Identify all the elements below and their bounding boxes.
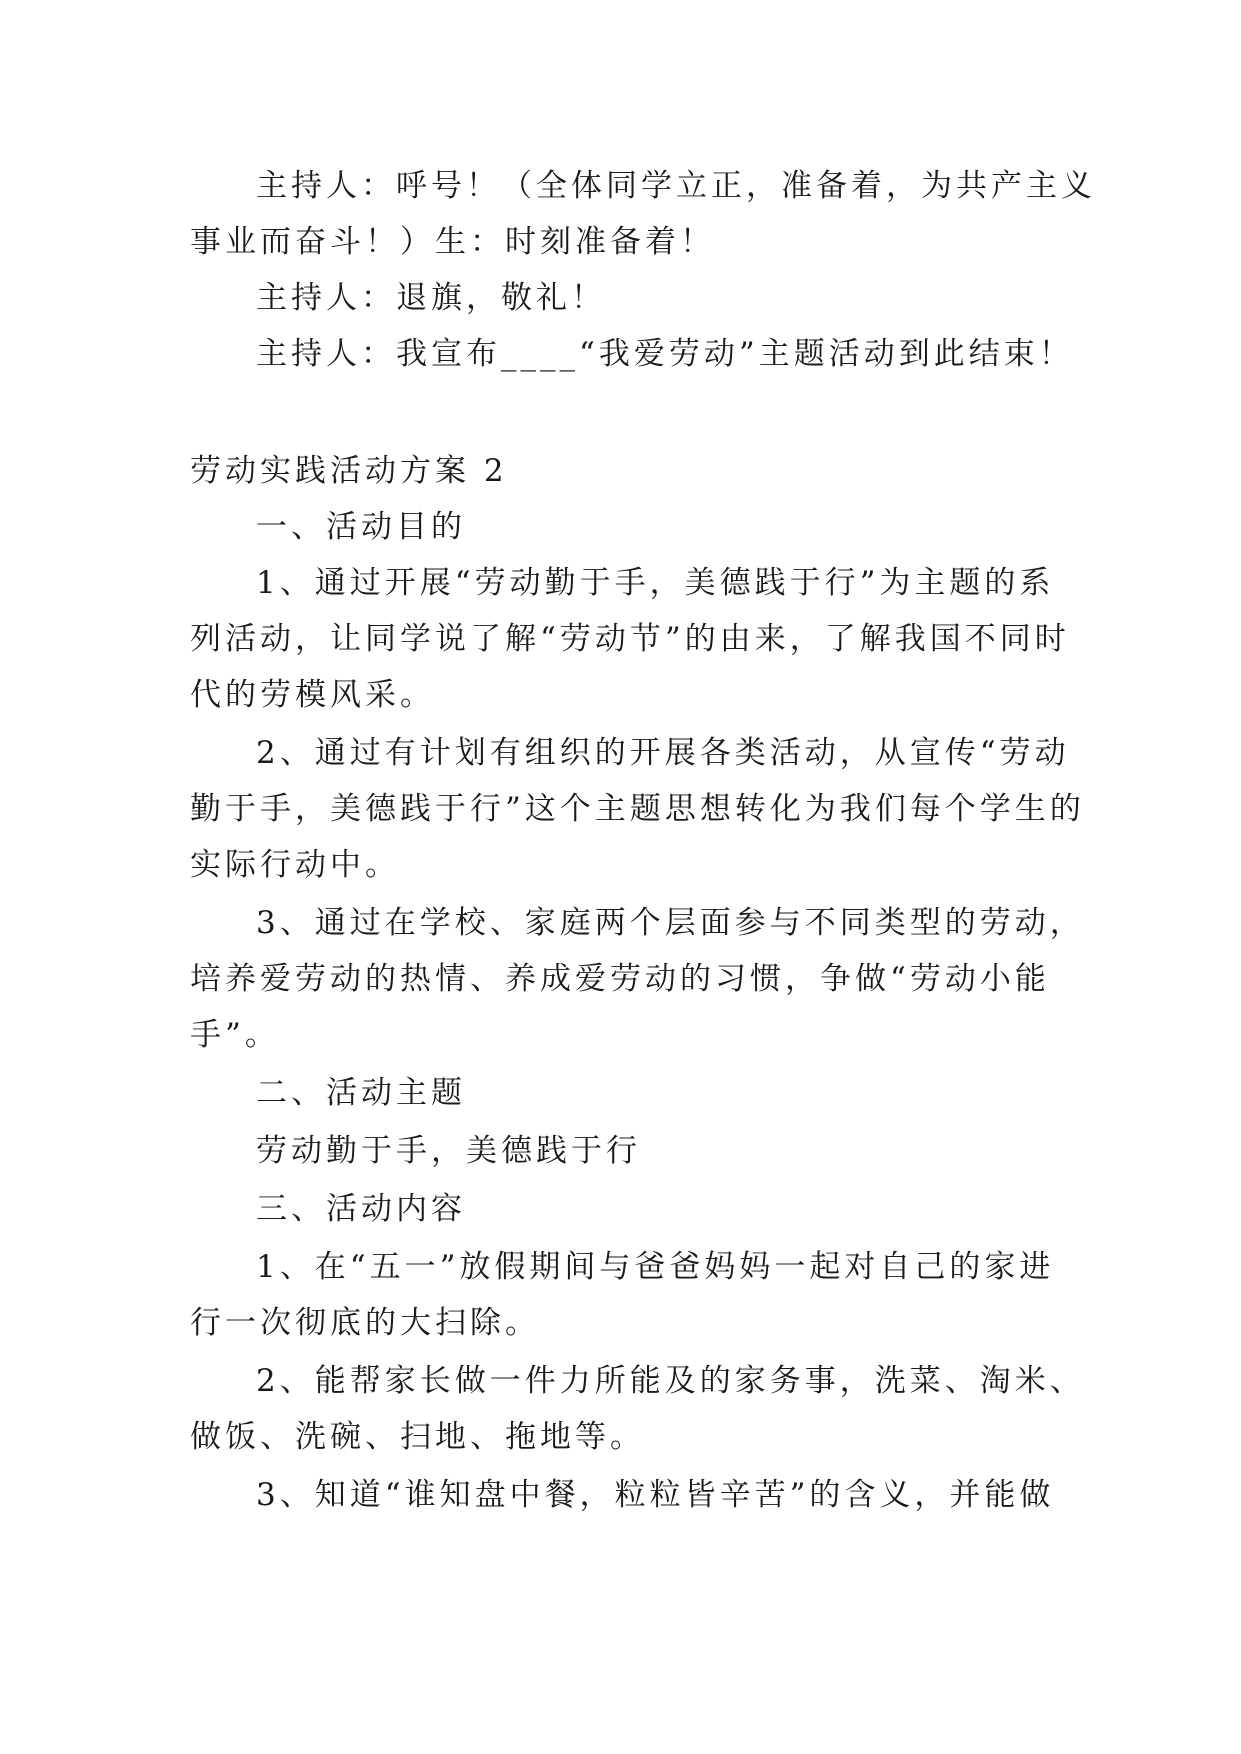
paragraph-line: 2、通过有计划有组织的开展各类活动，从宣传“劳动 [256, 735, 1070, 771]
paragraph-line: 事业而奋斗！）生：时刻准备着！ [190, 224, 715, 260]
paragraph-line: 1、在“五一”放假期间与爸爸妈妈一起对自己的家进 [256, 1249, 1055, 1285]
paragraph-line: 培养爱劳动的热情、养成爱劳动的习惯，争做“劳动小能 [190, 961, 1050, 997]
paragraph-line: 列活动，让同学说了解“劳动节”的由来，了解我国不同时 [190, 621, 1070, 657]
paragraph-line: 3、知道“谁知盘中餐，粒粒皆辛苦”的含义，并能做 [256, 1477, 1055, 1513]
paragraph-line: 勤于手，美德践于行”这个主题思想转化为我们每个学生的 [190, 791, 1085, 827]
heading-activity-purpose: 一、活动目的 [256, 509, 466, 545]
paragraph-line: 2、能帮家长做一件力所能及的家务事，洗菜、淘米、 [256, 1363, 1085, 1399]
paragraph-line: 行一次彻底的大扫除。 [190, 1305, 540, 1341]
paragraph-line: 做饭、洗碗、扫地、拖地等。 [190, 1419, 645, 1455]
heading-activity-content: 三、活动内容 [256, 1191, 466, 1227]
paragraph-line: 代的劳模风采。 [190, 677, 435, 713]
paragraph-line: 1、通过开展“劳动勤于手，美德践于行”为主题的系 [256, 565, 1055, 601]
paragraph-line: 3、通过在学校、家庭两个层面参与不同类型的劳动， [256, 905, 1085, 941]
paragraph-line: 主持人：呼号！（全体同学立正，准备着，为共产主义 [256, 168, 1096, 204]
paragraph-line: 实际行动中。 [190, 847, 400, 883]
paragraph-line: 主持人：退旗，敬礼！ [256, 280, 606, 316]
section-title: 劳动实践活动方案 2 [190, 453, 508, 489]
paragraph-line: 手”。 [190, 1017, 280, 1053]
paragraph-line: 劳动勤于手，美德践于行 [256, 1133, 641, 1169]
heading-activity-theme: 二、活动主题 [256, 1075, 466, 1111]
paragraph-line: 主持人：我宣布____“我爱劳动”主题活动到此结束！ [256, 336, 1074, 372]
